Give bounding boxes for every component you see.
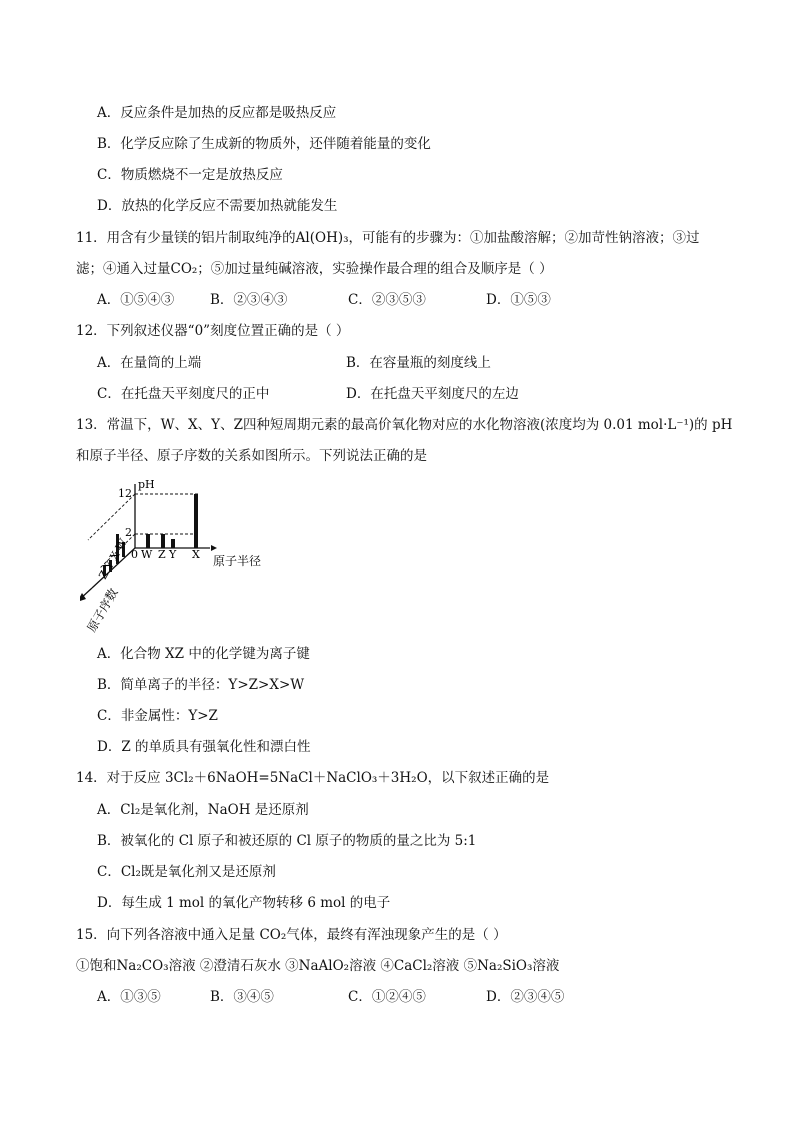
q12-option-a: A．在量筒的上端 bbox=[97, 355, 202, 371]
q15-option-d: D．②③④⑤ bbox=[486, 989, 565, 1005]
q13-option-b: B．简单离子的半径：Y>Z>X>W bbox=[97, 677, 305, 693]
q11-option-d: D．①⑤③ bbox=[486, 292, 551, 308]
q13-option-c: C．非金属性：Y>Z bbox=[97, 708, 218, 724]
label-y: Y bbox=[169, 548, 177, 561]
label-x: X bbox=[192, 548, 200, 561]
q10-option-d: D．放热的化学反应不需要加热就能发生 bbox=[97, 198, 338, 214]
q13-option-a: A．化合物 XZ 中的化学键为离子键 bbox=[97, 646, 310, 662]
q14-option-d: D．每生成 1 mol 的氧化产物转移 6 mol 的电子 bbox=[97, 895, 391, 911]
q11-option-a: A．①⑤④③ bbox=[97, 292, 175, 308]
depth-element-labels: Z Y X W bbox=[96, 536, 130, 582]
label-z: Z bbox=[158, 548, 166, 561]
ph-axis-label: pH bbox=[138, 478, 155, 491]
bar-y bbox=[171, 539, 175, 548]
q12-option-c: C．在托盘天平刻度尺的正中 bbox=[97, 386, 270, 402]
q11-stem-line1: 11．用含有少量镁的铝片制取纯净的Al(OH)₃，可能有的步骤为：①加盐酸溶解；②加苛性钠溶液；③过 bbox=[76, 230, 700, 246]
q13-stem-line1: 13．常温下，W、X、Y、Z四种短周期元素的最高价氧化物对应的水化物溶液(浓度均为 0.01 mol·L⁻¹)的 pH bbox=[76, 417, 733, 433]
q11-option-c: C．②③⑤③ bbox=[348, 292, 426, 308]
q14-option-a: A．Cl₂是氧化剂，NaOH 是还原剂 bbox=[97, 802, 309, 818]
number-axis-label: 原子序数 bbox=[84, 585, 121, 635]
q15-option-b: B．③④⑤ bbox=[210, 989, 274, 1005]
q10-option-b: B．化学反应除了生成新的物质外，还伴随着能量的变化 bbox=[97, 136, 431, 152]
q12-option-b: B．在容量瓶的刻度线上 bbox=[346, 355, 491, 371]
label-w: W bbox=[141, 548, 153, 561]
bar-x bbox=[194, 494, 198, 548]
q10-option-c: C．物质燃烧不一定是放热反应 bbox=[97, 167, 283, 183]
tick-12: 12 bbox=[118, 487, 132, 500]
q13-option-d: D．Z 的单质具有强氧化性和漂白性 bbox=[97, 739, 311, 755]
q14-option-b: B．被氧化的 Cl 原子和被还原的 Cl 原子的物质的量之比为 5:1 bbox=[97, 833, 477, 849]
q15-solutions: ①饱和Na₂CO₃溶液 ②澄清石灰水 ③NaAlO₂溶液 ④CaCl₂溶液 ⑤Na₂SiO₃溶液 bbox=[76, 958, 560, 974]
q15-option-a: A．①③⑤ bbox=[97, 989, 161, 1005]
q15-stem: 15．向下列各溶液中通入足量 CO₂气体，最终有浑浊现象产生的是（ ） bbox=[76, 927, 507, 943]
radius-axis-label: 原子半径 bbox=[213, 554, 262, 568]
q11-stem-line2: 滤；④通入过量CO₂；⑤加过量纯碱溶液，实验操作最合理的组合及顺序是（ ） bbox=[76, 261, 553, 277]
q12-option-d: D．在托盘天平刻度尺的左边 bbox=[346, 386, 519, 402]
q14-option-c: C．Cl₂既是氧化剂又是还原剂 bbox=[97, 864, 276, 880]
q11-option-b: B．②③④③ bbox=[210, 292, 288, 308]
q15-option-c: C．①②④⑤ bbox=[348, 989, 426, 1005]
bar-z bbox=[161, 534, 165, 548]
q13-stem-line2: 和原子半径、原子序数的关系如图所示。下列说法正确的是 bbox=[76, 448, 427, 464]
origin-label: 0 bbox=[131, 548, 138, 561]
tick-2: 2 bbox=[125, 526, 132, 539]
bar-w bbox=[146, 534, 150, 548]
q14-stem: 14．对于反应 3Cl₂＋6NaOH=5NaCl＋NaClO₃＋3H₂O，以下叙述正确的是 bbox=[76, 770, 550, 786]
radius-axis-arrow bbox=[211, 545, 217, 551]
q12-stem: 12．下列叙述仪器“0”刻度位置正确的是（ ） bbox=[76, 323, 350, 339]
q10-option-a: A．反应条件是加热的反应都是吸热反应 bbox=[97, 105, 337, 121]
ph-radius-figure bbox=[80, 476, 280, 636]
